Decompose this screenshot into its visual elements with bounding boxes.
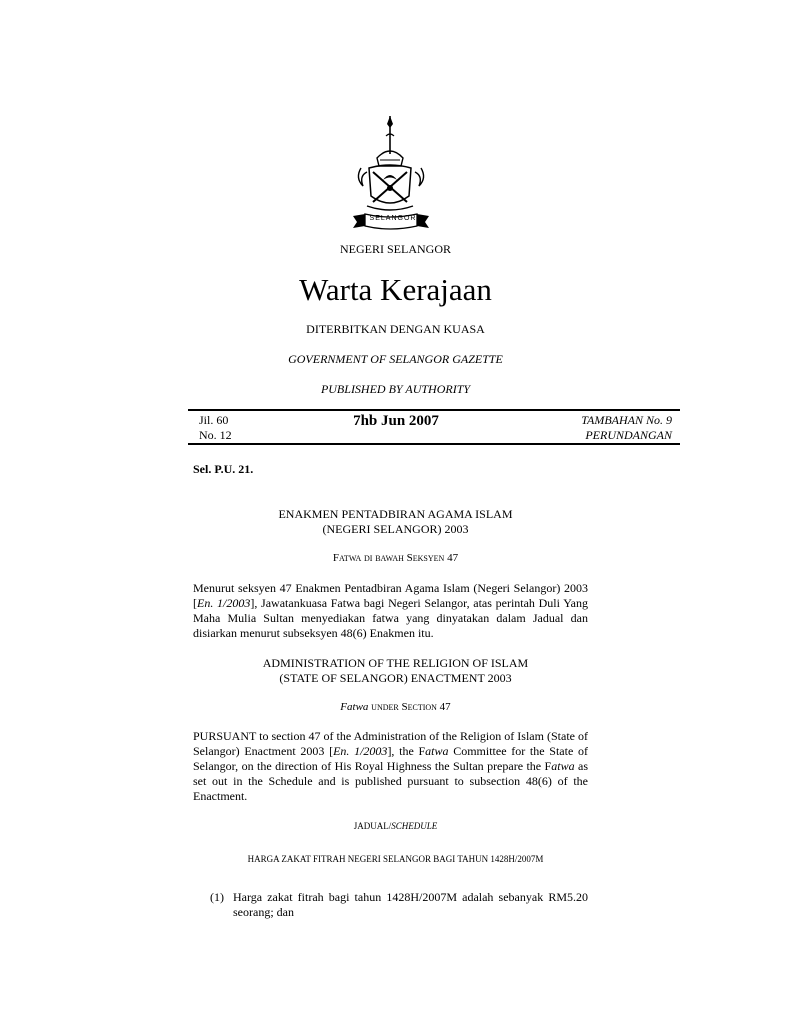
en-para-atwa-2: atwa: [551, 759, 575, 773]
en-subheading: [0, 701, 791, 713]
en-para-part-2: ], the F: [387, 744, 426, 758]
schedule-heading: HARGA ZAKAT FITRAH NEGERI SELANGOR BAGI TAHUN 1428H/2007M: [247, 854, 544, 864]
notice-ref: Sel. P.U. 21.: [193, 462, 254, 476]
crest-ribbon-text: SELANGOR: [369, 215, 417, 222]
issue-date: 7hb Jun 2007: [353, 413, 439, 429]
en-para-enactment-ref: En. 1/2003: [333, 744, 388, 758]
en-para-atwa-1: atwa: [425, 744, 449, 758]
ms-title-line-2: (NEGERI SELANGOR) 2003: [322, 522, 469, 536]
en-paragraph: [193, 729, 588, 804]
supplement-number: No. 9: [645, 413, 672, 427]
en-para-part-4: as set out in the Schedule and is published pursuant to subsection 48(6) of the Enactment.: [193, 759, 588, 803]
en-subhead-rest: under Section 47: [368, 701, 451, 713]
category-label: PERUNDANGAN: [585, 428, 672, 442]
schedule-en: SCHEDULE: [391, 821, 438, 831]
gazette-en: GOVERNMENT OF SELANGOR GAZETTE: [288, 352, 503, 366]
published-ms: DITERBITKAN DENGAN KUASA: [306, 322, 485, 336]
ms-subheading: Fatwa di bawah Seksyen 47: [332, 552, 459, 564]
ms-paragraph: [193, 581, 588, 641]
volume-label: Jil. 60: [199, 413, 229, 427]
schedule-item-text: Harga zakat fitrah bagi tahun 1428H/2007M adalah sebanyak RM5.20 seorang; dan: [233, 890, 588, 919]
supplement-word: TAMBAHAN: [581, 413, 643, 427]
ms-para-part-1: Menurut seksyen 47 Enakmen Pentadbiran Agama Islam (Negeri Selangor) 2003 [: [193, 581, 588, 610]
schedule-label: [0, 821, 791, 831]
masthead-top-rule: [188, 409, 680, 411]
ms-para-enactment-ref: En. 1/2003: [197, 596, 251, 610]
state-name: NEGERI SELANGOR: [340, 242, 451, 256]
schedule-ms: JADUAL/: [353, 821, 392, 831]
en-title-line-2: (STATE OF SELANGOR) ENACTMENT 2003: [279, 671, 512, 685]
gazette-title: Warta Kerajaan: [299, 272, 492, 307]
en-para-part-3: Committee for the State of Selangor, on the direction of His Royal Highness the Sultan prepare the F: [193, 744, 588, 773]
ms-para-part-2: ], Jawatankuasa Fatwa bagi Negeri Selangor, atas perintah Duli Yang Maha Mulia Sultan menyediakan fatwa yang dinyatakan dalam Jadual dan disiarkan menurut subseksyen 48(6) Enakmen itu.: [193, 596, 588, 640]
published-en: PUBLISHED BY AUTHORITY: [320, 382, 471, 396]
masthead-bottom-rule: [188, 443, 680, 445]
en-subhead-fatwa: Fatwa: [340, 701, 369, 713]
supplement-label: [581, 413, 672, 428]
en-title-line-1: ADMINISTRATION OF THE RELIGION OF ISLAM: [262, 656, 529, 670]
ms-title-line-1: ENAKMEN PENTADBIRAN AGAMA ISLAM: [278, 507, 513, 521]
schedule-item: [210, 890, 588, 920]
en-para-part-1: PURSUANT to section 47 of the Administration of the Religion of Islam (State of Selangor) Enactment 2003 [: [193, 729, 588, 758]
number-label: No. 12: [199, 428, 232, 442]
schedule-item-number: (1): [210, 890, 224, 904]
